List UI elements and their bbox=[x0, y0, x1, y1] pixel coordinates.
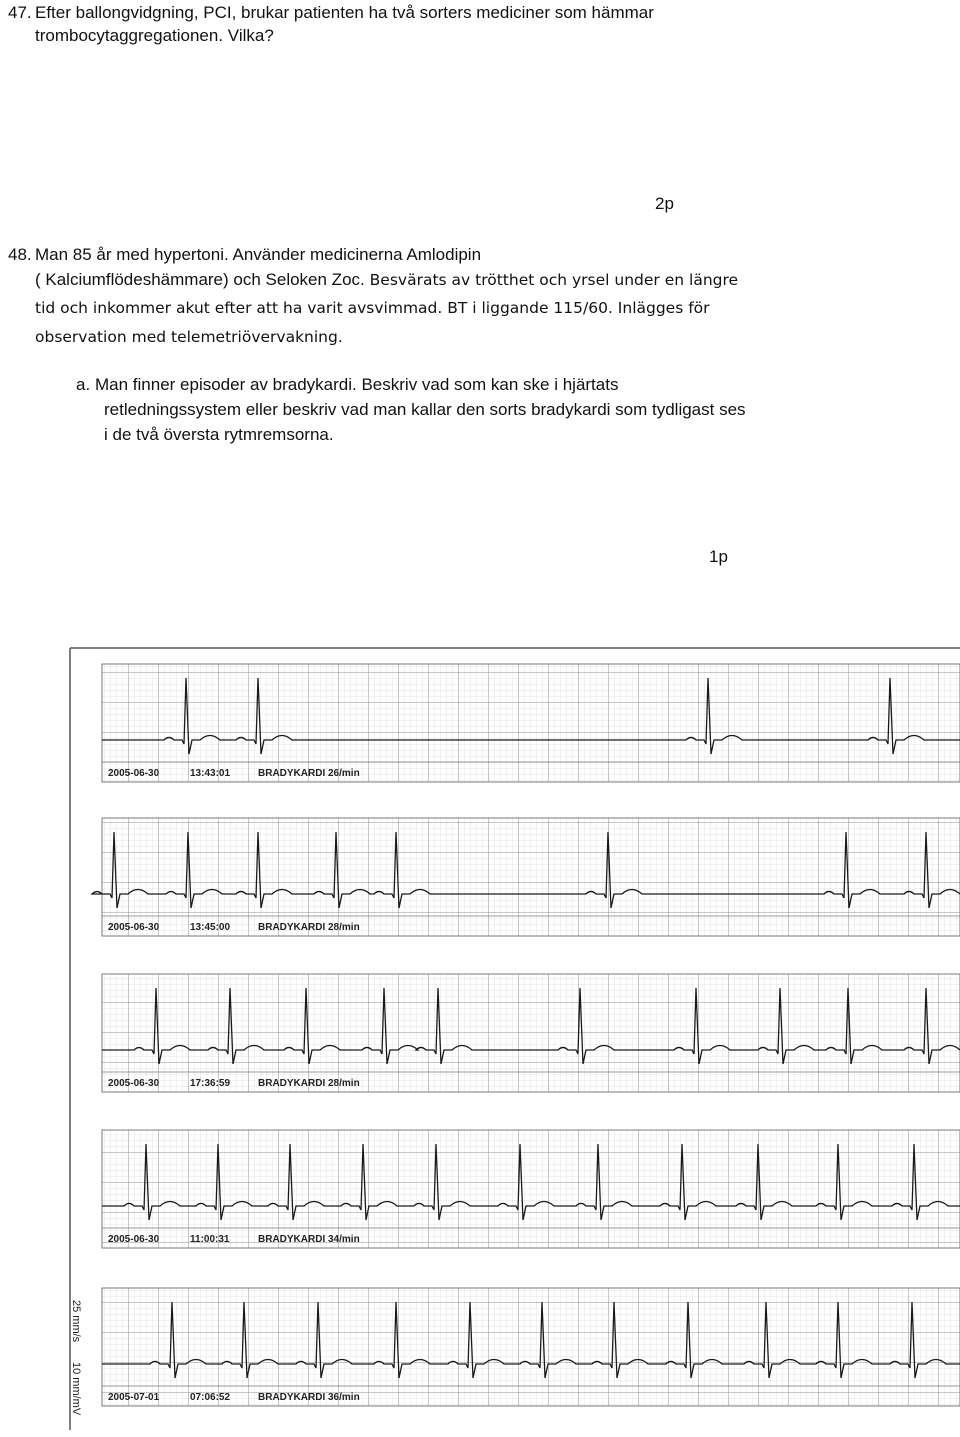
ecg-side-label bbox=[64, 1300, 94, 1430]
q48-text-line2 bbox=[35, 269, 738, 291]
q48-text-line3: tid och inkommer akut efter att ha varit avsvimmad. BT i liggande 115/60. Inlägges för bbox=[35, 299, 710, 317]
q48a-points: 1p bbox=[709, 547, 728, 566]
strip-label: BRADYKARDI 28/min bbox=[258, 1078, 360, 1089]
ecg-grid bbox=[102, 1288, 960, 1406]
strip-time: 13:43:01 bbox=[190, 768, 231, 779]
ecg-rhythm-strips bbox=[68, 642, 960, 1432]
q48-text-line1: Man 85 år med hypertoni. Använder medicinerna Amlodipin bbox=[35, 245, 482, 264]
q48a-label: a. bbox=[76, 375, 91, 394]
strip-time: 11:00:31 bbox=[190, 1234, 230, 1245]
q48-text-line4: observation med telemetriövervakning. bbox=[35, 328, 343, 346]
strip-date: 2005-06-30 bbox=[108, 1234, 160, 1245]
strip-label: BRADYKARDI 36/min bbox=[258, 1392, 360, 1403]
strip-time: 13:45:00 bbox=[190, 922, 231, 933]
q47-text-line2: trombocytaggregationen. Vilka? bbox=[35, 26, 274, 45]
strip-date: 2005-07-01 bbox=[108, 1392, 160, 1403]
strip-label: BRADYKARDI 26/min bbox=[258, 768, 360, 779]
ecg-strip bbox=[102, 1288, 960, 1406]
strip-date: 2005-06-30 bbox=[108, 922, 160, 933]
strips-group bbox=[92, 664, 960, 1406]
strip-label: BRADYKARDI 34/min bbox=[258, 1234, 360, 1245]
q48a-text-line3: i de två översta rytmremsorna. bbox=[104, 425, 334, 444]
q47-line1 bbox=[8, 2, 654, 24]
q48a-text-line2: retledningssystem eller beskriv vad man kallar den sorts bradykardi som tydligast ses bbox=[104, 400, 746, 419]
q48-number: 48. bbox=[8, 245, 32, 264]
ecg-strip bbox=[102, 1130, 960, 1248]
q48a-text-line1: Man finner episoder av bradykardi. Beskriv vad som kan ske i hjärtats bbox=[95, 375, 619, 394]
strip-label: BRADYKARDI 28/min bbox=[258, 922, 360, 933]
q48-text-line2b: Besvärats av trötthet och yrsel under en längre bbox=[364, 271, 739, 289]
strip-time: 07:06:52 bbox=[190, 1392, 231, 1403]
ecg-strips-svg bbox=[68, 642, 960, 1432]
q48-text-line2a: ( Kalciumflödeshämmare) och Seloken Zoc. bbox=[35, 270, 365, 289]
ecg-speed-label: 25 mm/s bbox=[70, 1300, 82, 1343]
ecg-grid bbox=[102, 818, 960, 936]
ecg-gain-label: 10 mm/mV bbox=[70, 1362, 82, 1416]
q47-number: 47. bbox=[8, 3, 32, 22]
ecg-grid bbox=[102, 664, 960, 782]
ecg-strip bbox=[102, 664, 960, 782]
strip-date: 2005-06-30 bbox=[108, 1078, 160, 1089]
q47-text-line1: Efter ballongvidgning, PCI, brukar patienten ha två sorters mediciner som hämmar bbox=[35, 3, 654, 22]
q48-line1 bbox=[8, 244, 482, 266]
ecg-strip bbox=[92, 818, 960, 936]
q48a-line1 bbox=[76, 374, 619, 396]
strip-date: 2005-06-30 bbox=[108, 768, 160, 779]
ecg-grid bbox=[102, 1130, 960, 1248]
q47-points: 2p bbox=[655, 194, 674, 213]
ecg-strip bbox=[102, 974, 960, 1092]
strip-time: 17:36:59 bbox=[190, 1078, 231, 1089]
